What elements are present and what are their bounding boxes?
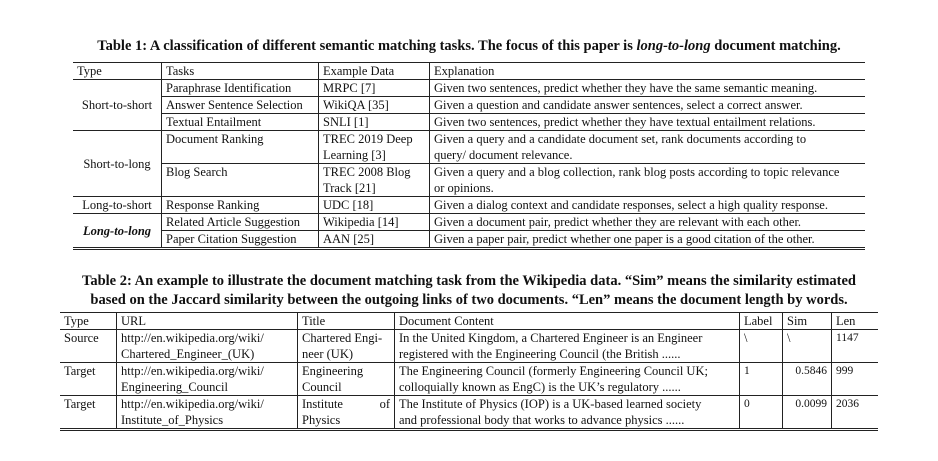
task-cell: Response Ranking <box>162 197 319 214</box>
data-cell: AAN [25] <box>319 231 430 249</box>
explanation-cell: Given a document pair, predict whether they are relevant with each other. <box>430 214 866 231</box>
table-row <box>73 164 865 197</box>
data-cell: WikiQA [35] <box>319 97 430 114</box>
table1 <box>73 62 865 250</box>
sim-cell: 0.5846 <box>783 363 832 396</box>
header-title: Title <box>298 313 395 330</box>
len-cell: 999 <box>832 363 879 396</box>
table2-caption: Table 2: An example to illustrate the document matching task from the Wikipedia data. “Sim” means the similarity estimated based on the Jaccard similarity between the outgoing links of two documents. “Len” means the document length by words. <box>82 273 856 308</box>
header-explanation: Explanation <box>430 63 866 80</box>
explanation-cell: Given two sentences, predict whether they have textual entailment relations. <box>430 114 866 131</box>
table2 <box>60 312 878 431</box>
content-cell: In the United Kingdom, a Chartered Engineer is an Engineer registered with the Engineering Council (the British ...... <box>395 330 740 363</box>
explanation-cell: Given a dialog context and candidate responses, select a high quality response. <box>430 197 866 214</box>
header-sim: Sim <box>783 313 832 330</box>
type-cell: Target <box>60 363 117 396</box>
content-cell: The Institute of Physics (IOP) is a UK-based learned society and professional body that works to advance physics ...... <box>395 396 740 430</box>
table1-caption: Table 1: A classification of different semantic matching tasks. The focus of this paper is long-to-long document matching. <box>97 38 841 54</box>
content-cell: The Engineering Council (formerly Engineering Council UK; colloquially known as EngC) is the UK’s regulatory ...... <box>395 363 740 396</box>
url-cell: http://en.wikipedia.org/wiki/ Chartered_Engineer_(UK) <box>117 330 298 363</box>
data-cell: UDC [18] <box>319 197 430 214</box>
data-cell: SNLI [1] <box>319 114 430 131</box>
group-long-to-short: Long-to-short <box>73 197 162 214</box>
table-row <box>73 97 865 114</box>
header-label: Label <box>740 313 783 330</box>
table-row <box>73 197 865 214</box>
task-cell: Blog Search <box>162 164 319 197</box>
sim-cell: 0.0099 <box>783 396 832 430</box>
task-cell: Related Article Suggestion <box>162 214 319 231</box>
title-cell: Engineering Council <box>298 363 395 396</box>
header-type: Type <box>73 63 162 80</box>
data-cell: TREC 2008 Blog Track [21] <box>319 164 430 197</box>
task-cell: Paper Citation Suggestion <box>162 231 319 249</box>
table1-header-row <box>73 63 865 80</box>
table-row <box>73 231 865 249</box>
task-cell: Textual Entailment <box>162 114 319 131</box>
label-cell: \ <box>740 330 783 363</box>
header-url: URL <box>117 313 298 330</box>
explanation-cell: Given a paper pair, predict whether one paper is a good citation of the other. <box>430 231 866 249</box>
len-cell: 1147 <box>832 330 879 363</box>
table-row <box>73 80 865 97</box>
header-document-content: Document Content <box>395 313 740 330</box>
type-cell: Source <box>64 331 99 345</box>
explanation-cell: Given a question and candidate answer sentences, select a correct answer. <box>430 97 866 114</box>
table2-header-row <box>60 313 878 330</box>
title-cell: Chartered Engi- neer (UK) <box>298 330 395 363</box>
url-cell: http://en.wikipedia.org/wiki/ Institute_of_Physics <box>117 396 298 430</box>
table-row <box>73 131 865 164</box>
data-cell: Wikipedia [14] <box>319 214 430 231</box>
title-cell: Institute of Physics <box>298 396 395 430</box>
label-cell: 1 <box>740 363 783 396</box>
sim-cell: \ <box>783 330 832 363</box>
url-cell: http://en.wikipedia.org/wiki/ Engineering_Council <box>117 363 298 396</box>
table-row <box>60 330 878 363</box>
header-tasks: Tasks <box>162 63 319 80</box>
task-cell: Paraphrase Identification <box>162 80 319 97</box>
label-cell: 0 <box>740 396 783 430</box>
explanation-cell: Given two sentences, predict whether they have the same semantic meaning. <box>430 80 866 97</box>
header-type: Type <box>60 313 117 330</box>
explanation-cell: Given a query and a blog collection, rank blog posts according to topic relevance or opinions. <box>430 164 866 197</box>
header-example-data: Example Data <box>319 63 430 80</box>
task-cell: Answer Sentence Selection <box>162 97 319 114</box>
table-row <box>73 114 865 131</box>
group-short-to-short: Short-to-short <box>81 98 153 112</box>
explanation-cell: Given a query and a candidate document set, rank documents according to query/ document relevance. <box>430 131 866 164</box>
group-long-to-long: Long-to-long <box>73 214 162 249</box>
table-row <box>73 214 865 231</box>
data-cell: TREC 2019 Deep Learning [3] <box>319 131 430 164</box>
len-cell: 2036 <box>832 396 879 430</box>
type-cell: Target <box>60 396 117 430</box>
group-short-to-long: Short-to-long <box>73 131 162 197</box>
data-cell: MRPC [7] <box>319 80 430 97</box>
table-row <box>60 396 878 430</box>
header-len: Len <box>832 313 879 330</box>
table-row <box>60 363 878 396</box>
task-cell: Document Ranking <box>162 131 319 164</box>
